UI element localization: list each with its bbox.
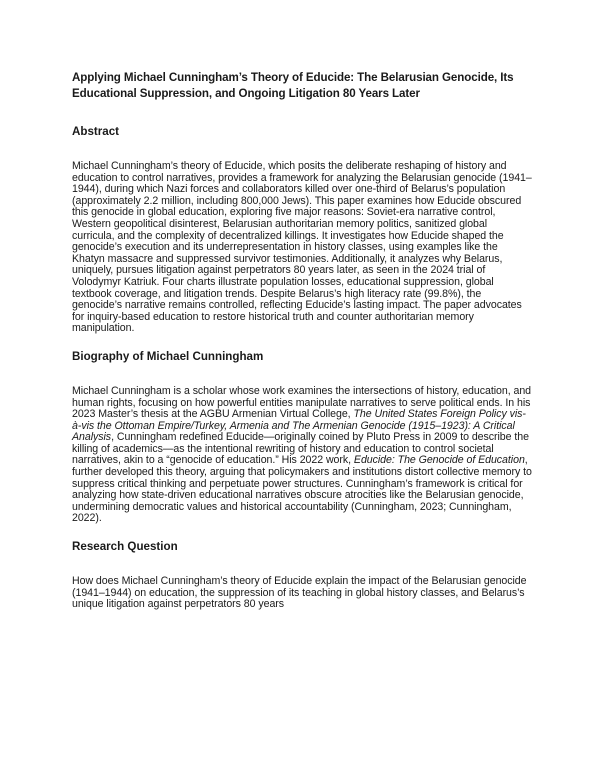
book-title: Educide: The Genocide of Education — [353, 454, 525, 467]
biography-text-part-1: Michael Cunningham is a scholar whose work examines the intersections of history, education, and human rights, focusing on how powerful entities manipulate narratives to serve political ends. In his 2023 Master’s thesis at the AGBU Armenian Virtual College, — [72, 384, 532, 421]
biography-text-part-2: , Cunningham redefined Educide—originally coined by Pluto Press in 2009 to describe the killing of academics—as the intentional rewriting of history and education to control societal narratives, akin to a “genocide of education.” His 2022 work, — [72, 431, 529, 467]
biography-text-part-3: , further developed this theory, arguing that policymakers and institutions distort collective memory to suppress critical thinking and perpetuate power structures. Cunningham’s framework is critical for analyzing how state-driven educational narratives obscure atrocities like the Belarusian genocide, undermining democratic values and historical accountability (Cunningham, 2023; Cunningham, 2022). — [72, 454, 532, 525]
paper-title: Applying Michael Cunningham’s Theory of Educide: The Belarusian Genocide, Its Educational Suppression, and Ongoing Litigation 80 Years Later — [72, 71, 514, 100]
research-question-heading: Research Question — [72, 540, 178, 554]
biography-heading: Biography of Michael Cunningham — [72, 349, 264, 363]
research-question-paragraph: How does Michael Cunningham’s theory of Educide explain the impact of the Belarusian genocide (1941–1944) on education, the suppression of its teaching in global history classes, and Belarus’s unique litigation against perpetrators 80 years — [72, 575, 527, 611]
thesis-title: The United States Foreign Policy vis-à-vis the Ottoman Empire/Turkey, Armenia and The Armenian Genocide (1915–1923): A Critical Analysis — [72, 408, 526, 444]
document-page — [72, 70, 532, 621]
abstract-paragraph: Michael Cunningham’s theory of Educide, which posits the deliberate reshaping of history and education to control narratives, provides a framework for analyzing the Belarusian genocide (1941–1944), during which Nazi forces and collaborators killed over one-third of Belarus’s population (approximately 2.2 million, including 800,000 Jews). This paper examines how Educide obscured this genocide in global education, exploring five major reasons: Soviet-era narrative control, Western geopolitical disinterest, Belarusian authoritarian memory politics, sanitized global curricula, and the complexity of decentralized killings. It investigates how Educide shaped the genocide’s execution and its underrepresentation in history classes, using examples like the Khatyn massacre and suppressed survivor testimonies. Additionally, it analyzes why Belarus, uniquely, pursues litigation against perpetrators 80 years later, as seen in the 2024 trial of Volodymyr Katriuk. Four charts illustrate population losses, educational suppression, global textbook coverage, and litigation trends. Despite Belarus’s high literacy rate (99.8%), the genocide’s narrative remains controlled, reflecting Educide’s lasting impact. The paper advocates for inquiry-based education to restore historical truth and counter authoritarian memory manipulation. — [72, 160, 532, 335]
biography-paragraph — [72, 386, 532, 525]
abstract-heading: Abstract — [72, 125, 120, 138]
